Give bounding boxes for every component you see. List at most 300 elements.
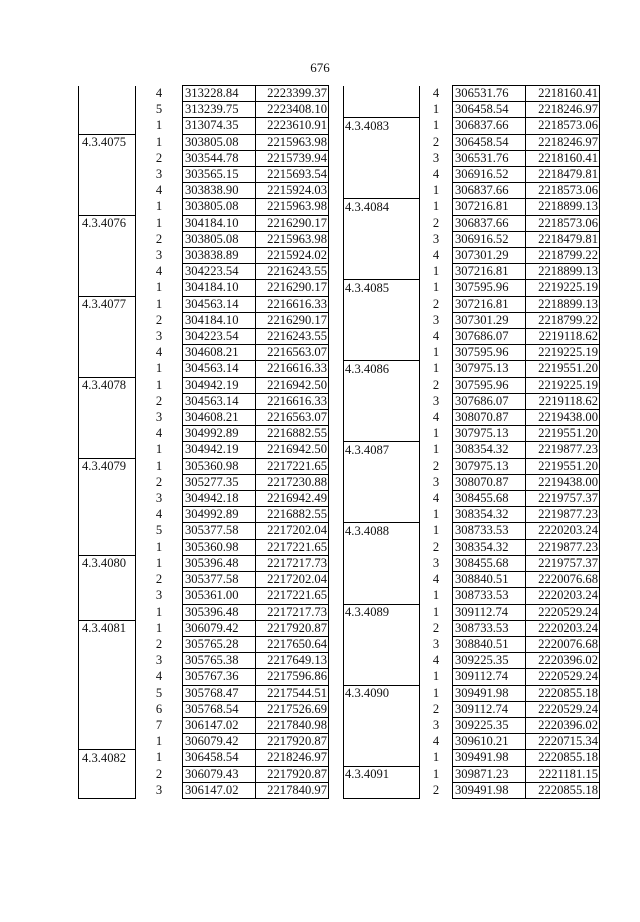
point-number-cell: 5 <box>136 523 183 539</box>
right-coordinate-table <box>343 85 600 799</box>
y-coordinate-cell: 2216290.17 <box>256 312 329 328</box>
point-number-cell: 2 <box>136 636 183 652</box>
table-row <box>344 410 600 426</box>
y-coordinate-cell: 2216243.55 <box>256 329 329 345</box>
parcel-id-cell <box>344 636 420 652</box>
parcel-id-cell <box>79 717 136 733</box>
y-coordinate-cell: 2216942.50 <box>256 442 329 458</box>
y-coordinate-cell: 2219438.00 <box>526 410 600 426</box>
parcel-id-cell <box>79 86 136 102</box>
table-row <box>79 604 329 620</box>
parcel-id-cell <box>79 167 136 183</box>
parcel-id-cell <box>344 572 420 588</box>
x-coordinate-cell: 303838.90 <box>183 183 256 199</box>
table-row <box>344 653 600 669</box>
x-coordinate-cell: 308733.53 <box>453 620 526 636</box>
parcel-id-cell <box>79 507 136 523</box>
y-coordinate-cell: 2216942.49 <box>256 491 329 507</box>
point-number-cell: 3 <box>136 782 183 798</box>
point-number-cell: 3 <box>136 329 183 345</box>
point-number-cell: 1 <box>420 426 453 442</box>
point-number-cell: 2 <box>420 377 453 393</box>
y-coordinate-cell: 2219757.37 <box>526 491 600 507</box>
x-coordinate-cell: 308733.53 <box>453 588 526 604</box>
parcel-id-cell <box>79 329 136 345</box>
x-coordinate-cell: 309112.74 <box>453 604 526 620</box>
x-coordinate-cell: 303805.08 <box>183 134 256 150</box>
parcel-id-cell <box>344 183 420 199</box>
parcel-id-cell <box>79 410 136 426</box>
parcel-id-cell: 4.3.4089 <box>344 604 420 620</box>
x-coordinate-cell: 304563.14 <box>183 393 256 409</box>
y-coordinate-cell: 2218899.13 <box>526 264 600 280</box>
table-row <box>344 766 600 782</box>
point-number-cell: 1 <box>136 199 183 215</box>
x-coordinate-cell: 303805.08 <box>183 199 256 215</box>
table-row <box>79 669 329 685</box>
y-coordinate-cell: 2219118.62 <box>526 393 600 409</box>
table-row <box>79 248 329 264</box>
x-coordinate-cell: 313074.35 <box>183 118 256 134</box>
y-coordinate-cell: 2218246.97 <box>256 750 329 766</box>
y-coordinate-cell: 2220715.34 <box>526 734 600 750</box>
table-row <box>344 555 600 571</box>
point-number-cell: 4 <box>420 167 453 183</box>
parcel-id-cell <box>79 588 136 604</box>
point-number-cell: 2 <box>420 296 453 312</box>
parcel-id-cell <box>344 653 420 669</box>
y-coordinate-cell: 2220203.24 <box>526 523 600 539</box>
point-number-cell: 1 <box>136 555 183 571</box>
y-coordinate-cell: 2218573.06 <box>526 118 600 134</box>
y-coordinate-cell: 2219438.00 <box>526 474 600 490</box>
table-row <box>344 361 600 377</box>
table-row <box>79 717 329 733</box>
table-row <box>344 312 600 328</box>
parcel-id-cell <box>79 231 136 247</box>
x-coordinate-cell: 304942.18 <box>183 491 256 507</box>
table-row <box>344 507 600 523</box>
table-row <box>344 329 600 345</box>
point-number-cell: 1 <box>136 458 183 474</box>
parcel-id-cell: 4.3.4085 <box>344 280 420 296</box>
parcel-id-cell <box>344 345 420 361</box>
parcel-id-cell <box>79 102 136 118</box>
table-row <box>79 782 329 798</box>
parcel-id-cell <box>344 296 420 312</box>
table-row <box>79 199 329 215</box>
parcel-id-cell <box>79 474 136 490</box>
parcel-id-cell <box>344 102 420 118</box>
y-coordinate-cell: 2218246.97 <box>526 134 600 150</box>
parcel-id-cell <box>79 701 136 717</box>
y-coordinate-cell: 2219551.20 <box>526 361 600 377</box>
point-number-cell: 3 <box>136 491 183 507</box>
point-number-cell: 6 <box>136 701 183 717</box>
table-row <box>344 150 600 166</box>
parcel-id-cell <box>344 474 420 490</box>
x-coordinate-cell: 304992.89 <box>183 507 256 523</box>
parcel-id-cell <box>79 604 136 620</box>
point-number-cell: 7 <box>136 717 183 733</box>
x-coordinate-cell: 306147.02 <box>183 782 256 798</box>
parcel-id-cell <box>79 183 136 199</box>
x-coordinate-cell: 307686.07 <box>453 329 526 345</box>
x-coordinate-cell: 304184.10 <box>183 312 256 328</box>
point-number-cell: 4 <box>136 426 183 442</box>
x-coordinate-cell: 308733.53 <box>453 523 526 539</box>
table-row <box>79 572 329 588</box>
point-number-cell: 4 <box>420 86 453 102</box>
y-coordinate-cell: 2219877.23 <box>526 539 600 555</box>
y-coordinate-cell: 2219225.19 <box>526 345 600 361</box>
table-row <box>79 183 329 199</box>
x-coordinate-cell: 305768.47 <box>183 685 256 701</box>
y-coordinate-cell: 2216882.55 <box>256 507 329 523</box>
point-number-cell: 1 <box>420 523 453 539</box>
parcel-id-cell <box>344 86 420 102</box>
x-coordinate-cell: 303805.08 <box>183 231 256 247</box>
y-coordinate-cell: 2216942.50 <box>256 377 329 393</box>
point-number-cell: 3 <box>420 150 453 166</box>
parcel-id-cell <box>79 539 136 555</box>
parcel-id-cell: 4.3.4090 <box>344 685 420 701</box>
x-coordinate-cell: 308354.32 <box>453 507 526 523</box>
parcel-id-cell <box>344 264 420 280</box>
x-coordinate-cell: 306458.54 <box>453 134 526 150</box>
point-number-cell: 3 <box>136 653 183 669</box>
table-row <box>79 426 329 442</box>
parcel-id-cell <box>79 361 136 377</box>
x-coordinate-cell: 304992.89 <box>183 426 256 442</box>
parcel-id-cell <box>79 199 136 215</box>
point-number-cell: 5 <box>136 685 183 701</box>
x-coordinate-cell: 307975.13 <box>453 361 526 377</box>
x-coordinate-cell: 306531.76 <box>453 150 526 166</box>
table-row <box>79 410 329 426</box>
x-coordinate-cell: 306837.66 <box>453 118 526 134</box>
parcel-id-cell <box>344 215 420 231</box>
y-coordinate-cell: 2218479.81 <box>526 167 600 183</box>
x-coordinate-cell: 313239.75 <box>183 102 256 118</box>
point-number-cell: 1 <box>420 685 453 701</box>
point-number-cell: 1 <box>420 102 453 118</box>
point-number-cell: 1 <box>420 669 453 685</box>
x-coordinate-cell: 307216.81 <box>453 199 526 215</box>
x-coordinate-cell: 308840.51 <box>453 572 526 588</box>
parcel-id-cell: 4.3.4075 <box>79 134 136 150</box>
table-row <box>79 766 329 782</box>
table-row <box>79 458 329 474</box>
point-number-cell: 4 <box>136 345 183 361</box>
point-number-cell: 3 <box>136 588 183 604</box>
table-row <box>79 215 329 231</box>
left-table-body <box>79 86 329 799</box>
y-coordinate-cell: 2217221.65 <box>256 588 329 604</box>
point-number-cell: 1 <box>420 588 453 604</box>
table-row <box>344 604 600 620</box>
parcel-id-cell: 4.3.4086 <box>344 361 420 377</box>
table-row <box>344 750 600 766</box>
x-coordinate-cell: 303544.78 <box>183 150 256 166</box>
x-coordinate-cell: 304184.10 <box>183 280 256 296</box>
parcel-id-cell <box>344 555 420 571</box>
x-coordinate-cell: 304608.21 <box>183 410 256 426</box>
y-coordinate-cell: 2216616.33 <box>256 361 329 377</box>
x-coordinate-cell: 304563.14 <box>183 361 256 377</box>
table-row <box>79 653 329 669</box>
point-number-cell: 1 <box>136 539 183 555</box>
y-coordinate-cell: 2216563.07 <box>256 410 329 426</box>
parcel-id-cell <box>344 167 420 183</box>
x-coordinate-cell: 309610.21 <box>453 734 526 750</box>
y-coordinate-cell: 2220529.24 <box>526 701 600 717</box>
y-coordinate-cell: 2215963.98 <box>256 231 329 247</box>
table-row <box>344 685 600 701</box>
parcel-id-cell <box>344 507 420 523</box>
table-row <box>344 377 600 393</box>
parcel-id-cell: 4.3.4082 <box>79 750 136 766</box>
y-coordinate-cell: 2217840.97 <box>256 782 329 798</box>
point-number-cell: 2 <box>420 215 453 231</box>
point-number-cell: 2 <box>136 393 183 409</box>
y-coordinate-cell: 2215924.02 <box>256 248 329 264</box>
x-coordinate-cell: 305765.38 <box>183 653 256 669</box>
parcel-id-cell <box>344 734 420 750</box>
table-row <box>344 134 600 150</box>
table-row <box>344 636 600 652</box>
table-row <box>79 134 329 150</box>
table-row <box>79 167 329 183</box>
point-number-cell: 3 <box>420 231 453 247</box>
point-number-cell: 4 <box>420 572 453 588</box>
parcel-id-cell <box>79 312 136 328</box>
table-row <box>79 150 329 166</box>
y-coordinate-cell: 2215693.54 <box>256 167 329 183</box>
parcel-id-cell <box>344 491 420 507</box>
table-row <box>344 86 600 102</box>
point-number-cell: 3 <box>420 717 453 733</box>
y-coordinate-cell: 2219551.20 <box>526 458 600 474</box>
table-row <box>344 523 600 539</box>
x-coordinate-cell: 309225.35 <box>453 717 526 733</box>
point-number-cell: 5 <box>136 102 183 118</box>
point-number-cell: 3 <box>420 474 453 490</box>
table-row <box>79 734 329 750</box>
x-coordinate-cell: 308070.87 <box>453 410 526 426</box>
point-number-cell: 1 <box>420 766 453 782</box>
y-coordinate-cell: 2218160.41 <box>526 86 600 102</box>
x-coordinate-cell: 305768.54 <box>183 701 256 717</box>
x-coordinate-cell: 308455.68 <box>453 555 526 571</box>
parcel-id-cell: 4.3.4091 <box>344 766 420 782</box>
parcel-id-cell: 4.3.4083 <box>344 118 420 134</box>
y-coordinate-cell: 2220396.02 <box>526 717 600 733</box>
y-coordinate-cell: 2220855.18 <box>526 782 600 798</box>
point-number-cell: 4 <box>136 183 183 199</box>
parcel-id-cell: 4.3.4079 <box>79 458 136 474</box>
y-coordinate-cell: 2220076.68 <box>526 636 600 652</box>
y-coordinate-cell: 2220855.18 <box>526 685 600 701</box>
table-row <box>79 361 329 377</box>
y-coordinate-cell: 2220203.24 <box>526 588 600 604</box>
x-coordinate-cell: 308354.32 <box>453 539 526 555</box>
table-row <box>79 312 329 328</box>
table-row <box>79 280 329 296</box>
table-row <box>344 734 600 750</box>
x-coordinate-cell: 305765.28 <box>183 636 256 652</box>
point-number-cell: 2 <box>136 312 183 328</box>
y-coordinate-cell: 2220076.68 <box>526 572 600 588</box>
point-number-cell: 1 <box>136 118 183 134</box>
x-coordinate-cell: 309871.23 <box>453 766 526 782</box>
table-row <box>79 393 329 409</box>
table-row <box>344 539 600 555</box>
y-coordinate-cell: 2215963.98 <box>256 134 329 150</box>
point-number-cell: 1 <box>420 280 453 296</box>
x-coordinate-cell: 309491.98 <box>453 685 526 701</box>
parcel-id-cell <box>344 393 420 409</box>
y-coordinate-cell: 2219757.37 <box>526 555 600 571</box>
point-number-cell: 4 <box>136 264 183 280</box>
x-coordinate-cell: 307975.13 <box>453 458 526 474</box>
y-coordinate-cell: 2218899.13 <box>526 199 600 215</box>
y-coordinate-cell: 2218573.06 <box>526 183 600 199</box>
x-coordinate-cell: 307301.29 <box>453 312 526 328</box>
table-row <box>79 555 329 571</box>
y-coordinate-cell: 2217230.88 <box>256 474 329 490</box>
parcel-id-cell <box>79 636 136 652</box>
y-coordinate-cell: 2216616.33 <box>256 393 329 409</box>
point-number-cell: 4 <box>420 248 453 264</box>
parcel-id-cell: 4.3.4088 <box>344 523 420 539</box>
table-row <box>79 377 329 393</box>
table-row <box>79 523 329 539</box>
x-coordinate-cell: 305396.48 <box>183 555 256 571</box>
parcel-id-cell <box>344 701 420 717</box>
x-coordinate-cell: 309112.74 <box>453 701 526 717</box>
point-number-cell: 1 <box>136 734 183 750</box>
table-row <box>344 167 600 183</box>
page-number: 676 <box>310 60 330 75</box>
point-number-cell: 3 <box>136 248 183 264</box>
x-coordinate-cell: 304223.54 <box>183 329 256 345</box>
parcel-id-cell <box>79 345 136 361</box>
point-number-cell: 1 <box>420 507 453 523</box>
point-number-cell: 1 <box>136 361 183 377</box>
point-number-cell: 2 <box>420 539 453 555</box>
point-number-cell: 1 <box>136 215 183 231</box>
table-row <box>344 183 600 199</box>
y-coordinate-cell: 2217920.87 <box>256 620 329 636</box>
table-row <box>344 442 600 458</box>
parcel-id-cell <box>344 150 420 166</box>
point-number-cell: 4 <box>420 653 453 669</box>
y-coordinate-cell: 2216290.17 <box>256 215 329 231</box>
table-row <box>344 280 600 296</box>
point-number-cell: 2 <box>136 766 183 782</box>
x-coordinate-cell: 304942.19 <box>183 442 256 458</box>
point-number-cell: 4 <box>136 669 183 685</box>
point-number-cell: 2 <box>420 782 453 798</box>
point-number-cell: 3 <box>420 393 453 409</box>
y-coordinate-cell: 2217526.69 <box>256 701 329 717</box>
y-coordinate-cell: 2217202.04 <box>256 572 329 588</box>
y-coordinate-cell: 2221181.15 <box>526 766 600 782</box>
x-coordinate-cell: 305767.36 <box>183 669 256 685</box>
x-coordinate-cell: 307595.96 <box>453 345 526 361</box>
point-number-cell: 1 <box>136 750 183 766</box>
y-coordinate-cell: 2217840.98 <box>256 717 329 733</box>
y-coordinate-cell: 2216290.17 <box>256 280 329 296</box>
parcel-id-cell <box>79 734 136 750</box>
parcel-id-cell <box>79 523 136 539</box>
x-coordinate-cell: 308354.32 <box>453 442 526 458</box>
point-number-cell: 3 <box>136 167 183 183</box>
x-coordinate-cell: 306458.54 <box>453 102 526 118</box>
y-coordinate-cell: 2223399.37 <box>256 86 329 102</box>
right-table-body <box>344 86 600 799</box>
parcel-id-cell <box>79 118 136 134</box>
x-coordinate-cell: 309491.98 <box>453 782 526 798</box>
x-coordinate-cell: 306837.66 <box>453 183 526 199</box>
y-coordinate-cell: 2217596.86 <box>256 669 329 685</box>
y-coordinate-cell: 2218799.22 <box>526 312 600 328</box>
y-coordinate-cell: 2220203.24 <box>526 620 600 636</box>
point-number-cell: 4 <box>136 507 183 523</box>
table-row <box>79 345 329 361</box>
table-row <box>344 458 600 474</box>
table-row <box>79 491 329 507</box>
table-row <box>79 329 329 345</box>
y-coordinate-cell: 2220396.02 <box>526 653 600 669</box>
point-number-cell: 1 <box>136 134 183 150</box>
point-number-cell: 1 <box>420 183 453 199</box>
table-row <box>344 231 600 247</box>
x-coordinate-cell: 307301.29 <box>453 248 526 264</box>
x-coordinate-cell: 306079.42 <box>183 734 256 750</box>
parcel-id-cell <box>79 248 136 264</box>
y-coordinate-cell: 2218160.41 <box>526 150 600 166</box>
point-number-cell: 1 <box>420 345 453 361</box>
parcel-id-cell <box>79 782 136 798</box>
table-row <box>79 539 329 555</box>
y-coordinate-cell: 2217650.64 <box>256 636 329 652</box>
table-row <box>79 118 329 134</box>
point-number-cell: 1 <box>420 118 453 134</box>
x-coordinate-cell: 307216.81 <box>453 264 526 280</box>
table-row <box>79 636 329 652</box>
x-coordinate-cell: 304223.54 <box>183 264 256 280</box>
y-coordinate-cell: 2218479.81 <box>526 231 600 247</box>
point-number-cell: 3 <box>420 636 453 652</box>
y-coordinate-cell: 2219225.19 <box>526 377 600 393</box>
table-row <box>344 426 600 442</box>
point-number-cell: 4 <box>420 410 453 426</box>
point-number-cell: 2 <box>420 620 453 636</box>
x-coordinate-cell: 309225.35 <box>453 653 526 669</box>
point-number-cell: 2 <box>420 701 453 717</box>
x-coordinate-cell: 307975.13 <box>453 426 526 442</box>
x-coordinate-cell: 306079.42 <box>183 620 256 636</box>
y-coordinate-cell: 2223408.10 <box>256 102 329 118</box>
parcel-id-cell <box>79 426 136 442</box>
table-row <box>344 474 600 490</box>
point-number-cell: 4 <box>420 734 453 750</box>
parcel-id-cell <box>79 685 136 701</box>
parcel-id-cell <box>344 782 420 798</box>
y-coordinate-cell: 2217920.87 <box>256 766 329 782</box>
